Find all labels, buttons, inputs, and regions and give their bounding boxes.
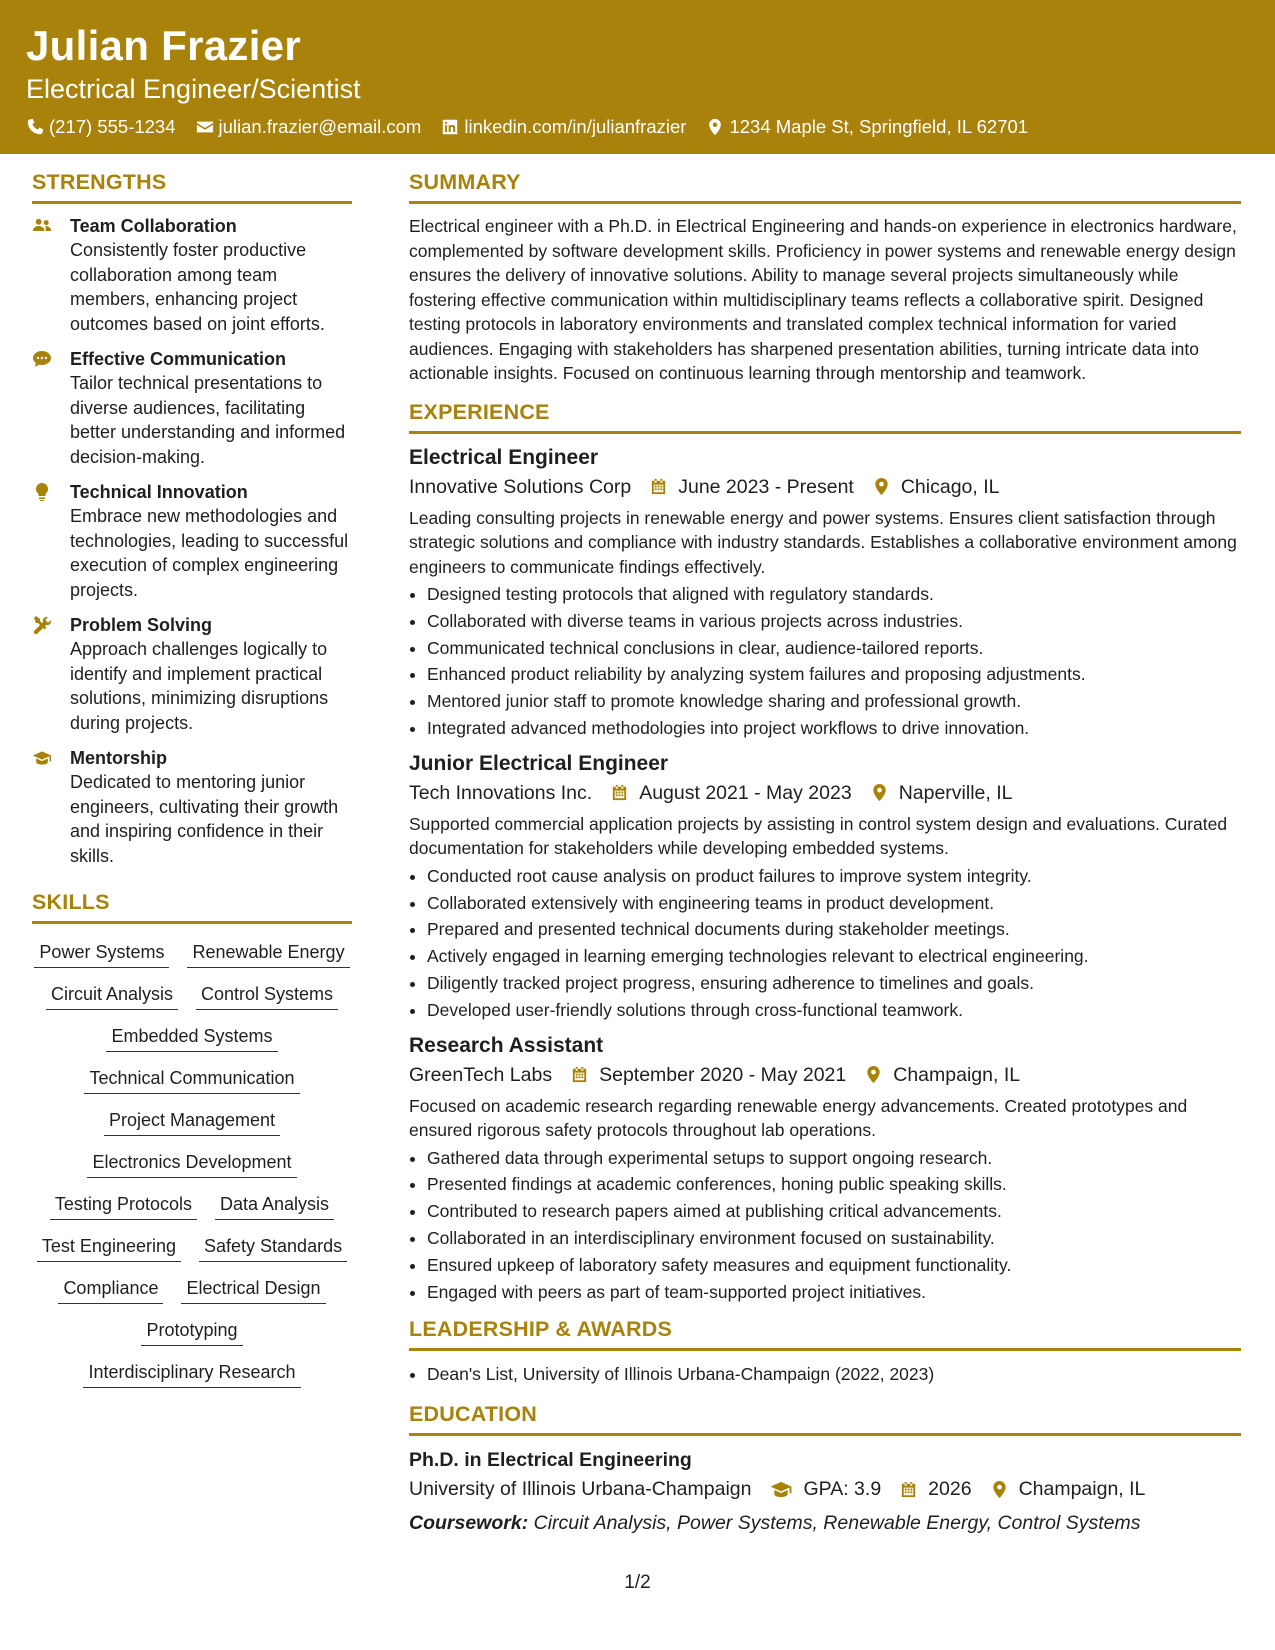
calendar-icon (610, 783, 629, 802)
job-location: Chicago, IL (900, 475, 1000, 498)
contact-email[interactable] (196, 116, 422, 138)
skills-heading: SKILLS (32, 890, 352, 924)
bullet-item: • Ensured upkeep of laboratory safety measures and equipment functionality. (427, 1252, 1241, 1279)
strength-desc: Approach challenges logically to identify and implement practical solutions, minimizing disruptions during projects. (70, 639, 329, 733)
skill-tag: Project Management (104, 1108, 280, 1136)
strength-item (32, 480, 352, 602)
graduation-cap-icon (32, 748, 52, 768)
job-dates: September 2020 - May 2021 (599, 1063, 847, 1086)
summary-text: Electrical engineer with a Ph.D. in Electrical Engineering and hands-on experience in electronics hardware, complemented by software development skills. Proficiency in power systems and renewable energy design ensures the delivery of innovative solutions. Ability to manage several projects simultaneously while fostering effective communication within multidisciplinary teams reflects a collaborative spirit. Designed testing protocols in laboratory environments and translated complex technical information for varied audiences. Engaging with stakeholders has sharpened presentation abilities, turning intricate data into actionable insights. Focused on continuous learning through mentorship and teamwork. (409, 216, 1237, 383)
contact-phone[interactable] (26, 116, 176, 138)
skill-tag: Power Systems (34, 940, 169, 968)
left-column (32, 170, 352, 1388)
job-location: Naperville, IL (898, 781, 1013, 804)
strength-item (32, 613, 352, 735)
job-description: Supported commercial application projects by assisting in control system design and evaluations. Curated documentation for stakeholders while developing embedded systems. (409, 813, 1228, 859)
award-item: • Dean's List, University of Illinois Urbana-Champaign (2022, 2023) (427, 1361, 1241, 1388)
bullet-item: • Designed testing protocols that aligned with regulatory standards. (427, 581, 1241, 608)
calendar-icon (899, 1480, 918, 1499)
location-pin-icon (990, 1480, 1009, 1499)
location-pin-icon (870, 783, 889, 802)
strength-title: Technical Innovation (70, 482, 248, 502)
linkedin-icon (441, 118, 459, 136)
company-name: GreenTech Labs (409, 1063, 553, 1086)
bullet-item: • Collaborated with diverse teams in various projects across industries. (427, 608, 1241, 635)
company-name: Tech Innovations Inc. (409, 781, 593, 804)
skill-tag: Compliance (58, 1276, 163, 1304)
strength-title: Effective Communication (70, 349, 287, 369)
bullet-item: • Integrated advanced methodologies into project workflows to drive innovation. (427, 715, 1241, 742)
skill-tag: Renewable Energy (187, 940, 349, 968)
contact-linkedin[interactable] (441, 116, 686, 138)
skill-tag: Embedded Systems (106, 1024, 277, 1052)
strength-title: Mentorship (70, 748, 167, 768)
phone-icon (26, 118, 44, 136)
job-location: Champaign, IL (893, 1063, 1021, 1086)
calendar-icon (649, 477, 668, 496)
education-heading: EDUCATION (409, 1402, 1241, 1436)
job-bullets (409, 863, 1241, 1024)
job-meta (409, 778, 1241, 808)
candidate-name: Julian Frazier (26, 22, 301, 69)
bullet-item: • Presented findings at academic conferences, honing public speaking skills. (427, 1171, 1241, 1198)
grad-year: 2026 (928, 1478, 972, 1501)
job-entry (409, 444, 1241, 742)
phone-text: (217) 555-1234 (49, 116, 176, 137)
leadership-heading: LEADERSHIP & AWARDS (409, 1317, 1241, 1351)
bullet-item: • Conducted root cause analysis on product failures to improve system integrity. (427, 863, 1241, 890)
lightbulb-icon (32, 482, 52, 502)
job-description: Focused on academic research regarding renewable energy advancements. Created prototypes and ensured rigorous safety protocols throughout lab operations. (409, 1095, 1188, 1141)
bullet-item: • Prepared and presented technical documents during stakeholder meetings. (427, 916, 1241, 943)
location-pin-icon (706, 118, 724, 136)
summary-heading: SUMMARY (409, 170, 1241, 204)
skill-tag: Electrical Design (181, 1276, 325, 1304)
job-description: Leading consulting projects in renewable energy and power systems. Ensures client satisfaction through strategic solutions and compliance with industry standards. Establishes a collaborative environment among engineers to communicate findings effectively. (409, 507, 1237, 577)
skill-tag: Technical Communication (84, 1066, 299, 1094)
job-bullets (409, 1145, 1241, 1306)
address-text: 1234 Maple St, Springfield, IL 62701 (729, 116, 1029, 137)
job-title: Junior Electrical Engineer (409, 751, 669, 775)
bullet-item: • Communicated technical conclusions in clear, audience-tailored reports. (427, 635, 1241, 662)
strengths-heading: STRENGTHS (32, 170, 352, 204)
strength-item (32, 214, 352, 336)
bullet-item: • Diligently tracked project progress, ensuring adherence to timelines and goals. (427, 970, 1241, 997)
skills-list (32, 940, 352, 1388)
bullet-item: • Gathered data through experimental setups to support ongoing research. (427, 1145, 1241, 1172)
strength-desc: Consistently foster productive collaboration among team members, enhancing project outcomes based on joint efforts. (70, 240, 325, 334)
page-number: 1/2 (624, 1572, 651, 1593)
contact-bar (26, 116, 1028, 138)
job-title: Electrical Engineer (409, 445, 599, 469)
strength-desc: Dedicated to mentoring junior engineers, cultivating their growth and inspiring confidence in their skills. (70, 772, 339, 866)
users-icon (32, 216, 52, 236)
job-entry (409, 750, 1241, 1024)
experience-heading: EXPERIENCE (409, 400, 1241, 434)
awards-list (409, 1361, 1241, 1388)
strength-item (32, 746, 352, 868)
location-pin-icon (864, 1065, 883, 1084)
calendar-icon (570, 1065, 589, 1084)
company-name: Innovative Solutions Corp (409, 475, 632, 498)
education-meta (409, 1474, 1241, 1504)
skill-tag: Testing Protocols (50, 1192, 197, 1220)
job-dates: August 2021 - May 2023 (639, 781, 852, 804)
graduation-cap-icon (769, 1480, 793, 1499)
skill-tag: Prototyping (141, 1318, 242, 1346)
job-dates: June 2023 - Present (678, 475, 854, 498)
skill-tag: Circuit Analysis (46, 982, 178, 1010)
skill-tag: Data Analysis (215, 1192, 334, 1220)
strength-item (32, 347, 352, 469)
comment-icon (32, 349, 52, 369)
skill-tag: Control Systems (196, 982, 338, 1010)
job-meta (409, 472, 1241, 502)
gpa: GPA: 3.9 (803, 1478, 882, 1501)
strength-desc: Tailor technical presentations to diverse audiences, facilitating better understanding and informed decision-making. (70, 373, 346, 467)
resume-header (0, 0, 1275, 154)
tools-icon (32, 615, 52, 635)
skill-tag: Test Engineering (37, 1234, 181, 1262)
bullet-item: • Collaborated extensively with engineering teams in product development. (427, 890, 1241, 917)
coursework (409, 1508, 1241, 1538)
bullet-item: • Actively engaged in learning emerging technologies relevant to electrical engineering. (427, 943, 1241, 970)
job-meta (409, 1060, 1241, 1090)
coursework-label: Coursework: (409, 1512, 529, 1535)
coursework-list: Circuit Analysis, Power Systems, Renewable Energy, Control Systems (533, 1512, 1141, 1535)
strength-title: Team Collaboration (70, 216, 237, 236)
bullet-item: • Collaborated in an interdisciplinary environment focused on sustainability. (427, 1225, 1241, 1252)
bullet-item: • Enhanced product reliability by analyzing system failures and proposing adjustments. (427, 661, 1241, 688)
school-location: Champaign, IL (1018, 1478, 1146, 1501)
degree-title: Ph.D. in Electrical Engineering (409, 1449, 692, 1472)
location-pin-icon (872, 477, 891, 496)
skill-tag: Safety Standards (199, 1234, 347, 1262)
right-column (409, 170, 1241, 1538)
bullet-item: • Mentored junior staff to promote knowledge sharing and professional growth. (427, 688, 1241, 715)
bullet-item: • Contributed to research papers aimed at publishing critical advancements. (427, 1198, 1241, 1225)
candidate-title: Electrical Engineer/Scientist (26, 74, 361, 104)
envelope-icon (196, 118, 214, 136)
strength-desc: Embrace new methodologies and technologies, leading to successful execution of complex engineering projects. (70, 506, 349, 600)
job-title: Research Assistant (409, 1033, 604, 1057)
bullet-item: • Engaged with peers as part of team-supported project initiatives. (427, 1279, 1241, 1306)
skill-tag: Electronics Development (87, 1150, 296, 1178)
contact-address (706, 116, 1028, 138)
bullet-item: • Developed user-friendly solutions through cross-functional teamwork. (427, 997, 1241, 1024)
linkedin-text: linkedin.com/in/julianfrazier (464, 116, 687, 137)
email-text: julian.frazier@email.com (218, 116, 422, 137)
job-entry (409, 1032, 1241, 1306)
job-bullets (409, 581, 1241, 742)
skill-tag: Interdisciplinary Research (83, 1360, 300, 1388)
school-name: University of Illinois Urbana-Champaign (409, 1478, 752, 1501)
strength-title: Problem Solving (70, 615, 213, 635)
